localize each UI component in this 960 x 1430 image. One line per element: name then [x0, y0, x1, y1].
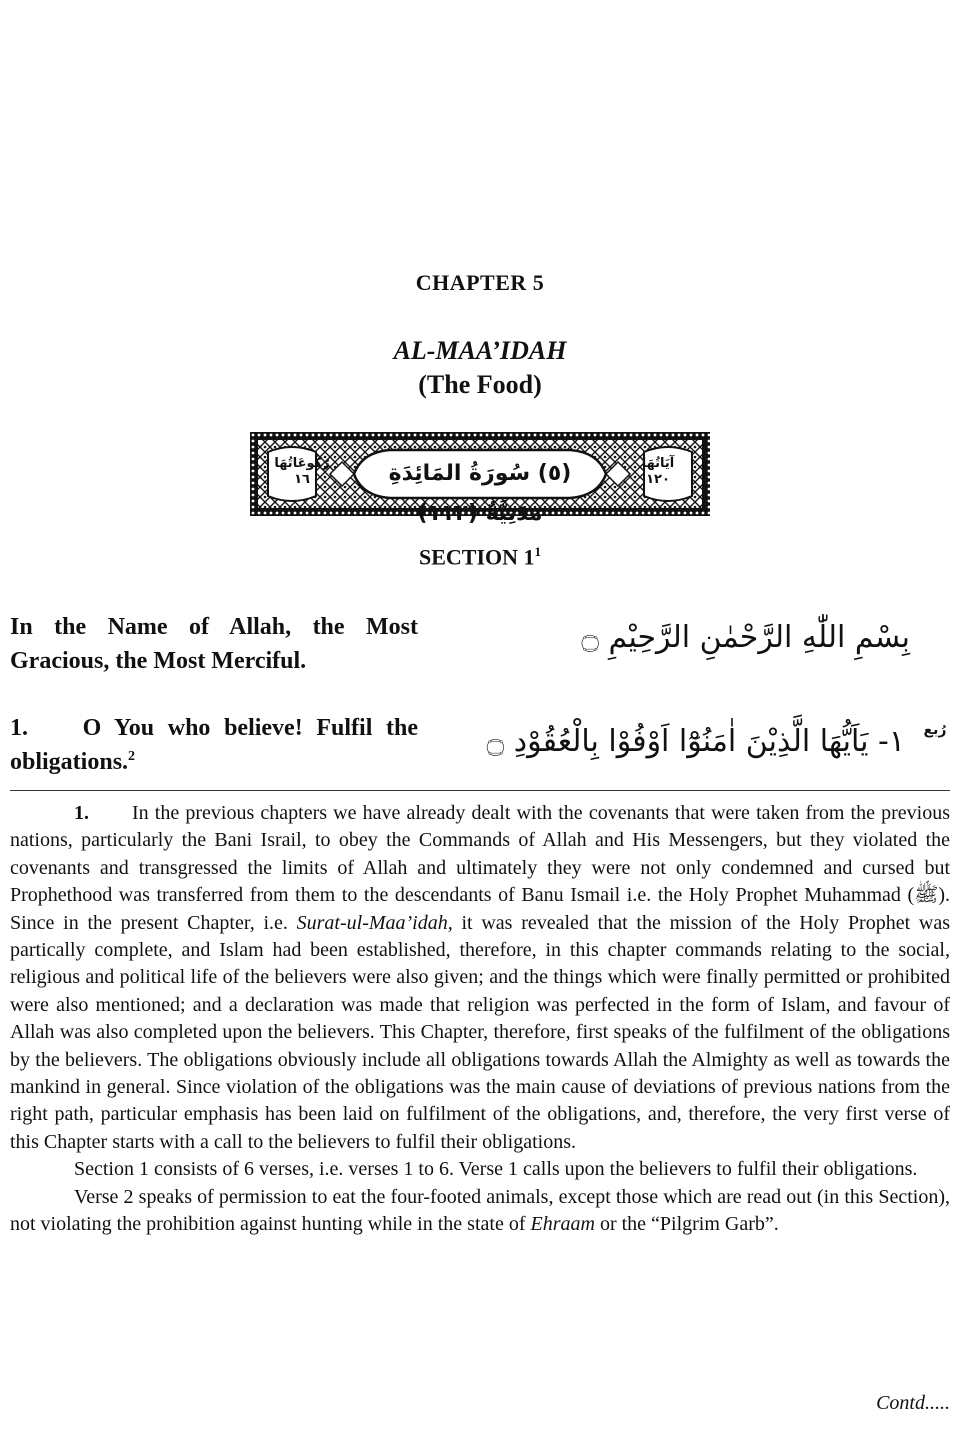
commentary-paragraph-2: Section 1 consists of 6 verses, i.e. verses 1 to 6. Verse 1 calls upon the believers to fulfil their obligations. [74, 1158, 918, 1181]
section-footnote-ref: 1 [534, 544, 542, 559]
surah-name-italic: Surat-ul-Maa’idah, [296, 911, 453, 934]
bismillah-translation: In the Name of Allah, the Most Gracious, the Most Merciful. [10, 614, 418, 674]
verse-1-footnote-ref: 2 [128, 749, 136, 764]
rub-marker: رُبع [923, 722, 947, 738]
verse-1-translation [10, 711, 418, 779]
surah-title: AL-MAA’IDAH [393, 336, 567, 365]
continued-marker: Contd..... [876, 1392, 950, 1414]
note-number: 1. [74, 802, 89, 824]
chapter-label: CHAPTER 5 [415, 270, 545, 295]
surah-subtitle: (The Food) [418, 370, 542, 399]
verse-1-arabic: ١- يَاَيُّهَا الَّذِيْنَ اٰمَنُوْٓا اَوْفُوْا بِالْعُقُوْدِ ۝ [486, 724, 905, 759]
bismillah-arabic: بِسْمِ اللّٰهِ الرَّحْمٰنِ الرَّحِيْمِ ۝ [581, 620, 910, 655]
commentary-paragraph-3: Verse 2 speaks of permission to eat the four-footed animals, except those which are read out (in this Section), not violating the prohibition against hunting while in the state of Ehraam or the “Pilgrim Garb”. [10, 1185, 950, 1236]
ehraam-italic: Ehraam [530, 1213, 595, 1236]
verse-1-text: O You who believe! Fulfil the obligations. [10, 715, 419, 775]
footnote-divider [10, 790, 950, 791]
commentary [10, 800, 950, 1239]
surah-banner [250, 432, 710, 526]
section-heading [0, 544, 960, 570]
banner-ayat-count: آيَاتُهَا ١٢٠ [641, 456, 675, 487]
commentary-paragraph-1: 1. In the previous chapters we have already dealt with the covenants that were taken from the previous nations, particularly the Bani Israil, to obey the Commands of Allah and His Messengers, but they violated the covenants and transgressed the limits of Allah and ultimately they were not only condemned and cursed but Prophethood was transferred from them to the descendants of Banu Ismail i.e. the Holy Prophet Muhammad (ﷺ). Since in the present Chapter, i.e. Surat-ul-Maa’idah, it was revealed that the mission of the Holy Prophet was partically complete, and Islam had been established, therefore, in this chapter commands relating to the social, religious and political life of the believers were also given; and the things which were finally permitted or prohibited were also mentioned; and a declaration was made that religion was perfected in the form of Islam, and favour of Allah was also completed upon the believers. This Chapter, therefore, first speaks of the fulfilment of the obligations by the believers. The obligations obviously include all obligations towards Allah the Almighty as well as towards the mankind in general. Since violation of the obligations was the main cause of deviations of previous nations from the right path, particular emphasis has been laid on fulfilment of the obligations, and, therefore, the very first verse of this Chapter starts with a call to the believers to fulfil their obligations. [10, 802, 951, 1153]
section-label: SECTION 1 [418, 544, 535, 570]
verse-1-number: 1. [10, 715, 28, 741]
banner-ruku-count: رُكُوعَاتُهَا ١٦ [274, 456, 330, 487]
banner-surah-name: (٥) سُورَةُ المَائِدَةِ مَدَنِيَّةٌ (١١٢) [388, 461, 572, 526]
